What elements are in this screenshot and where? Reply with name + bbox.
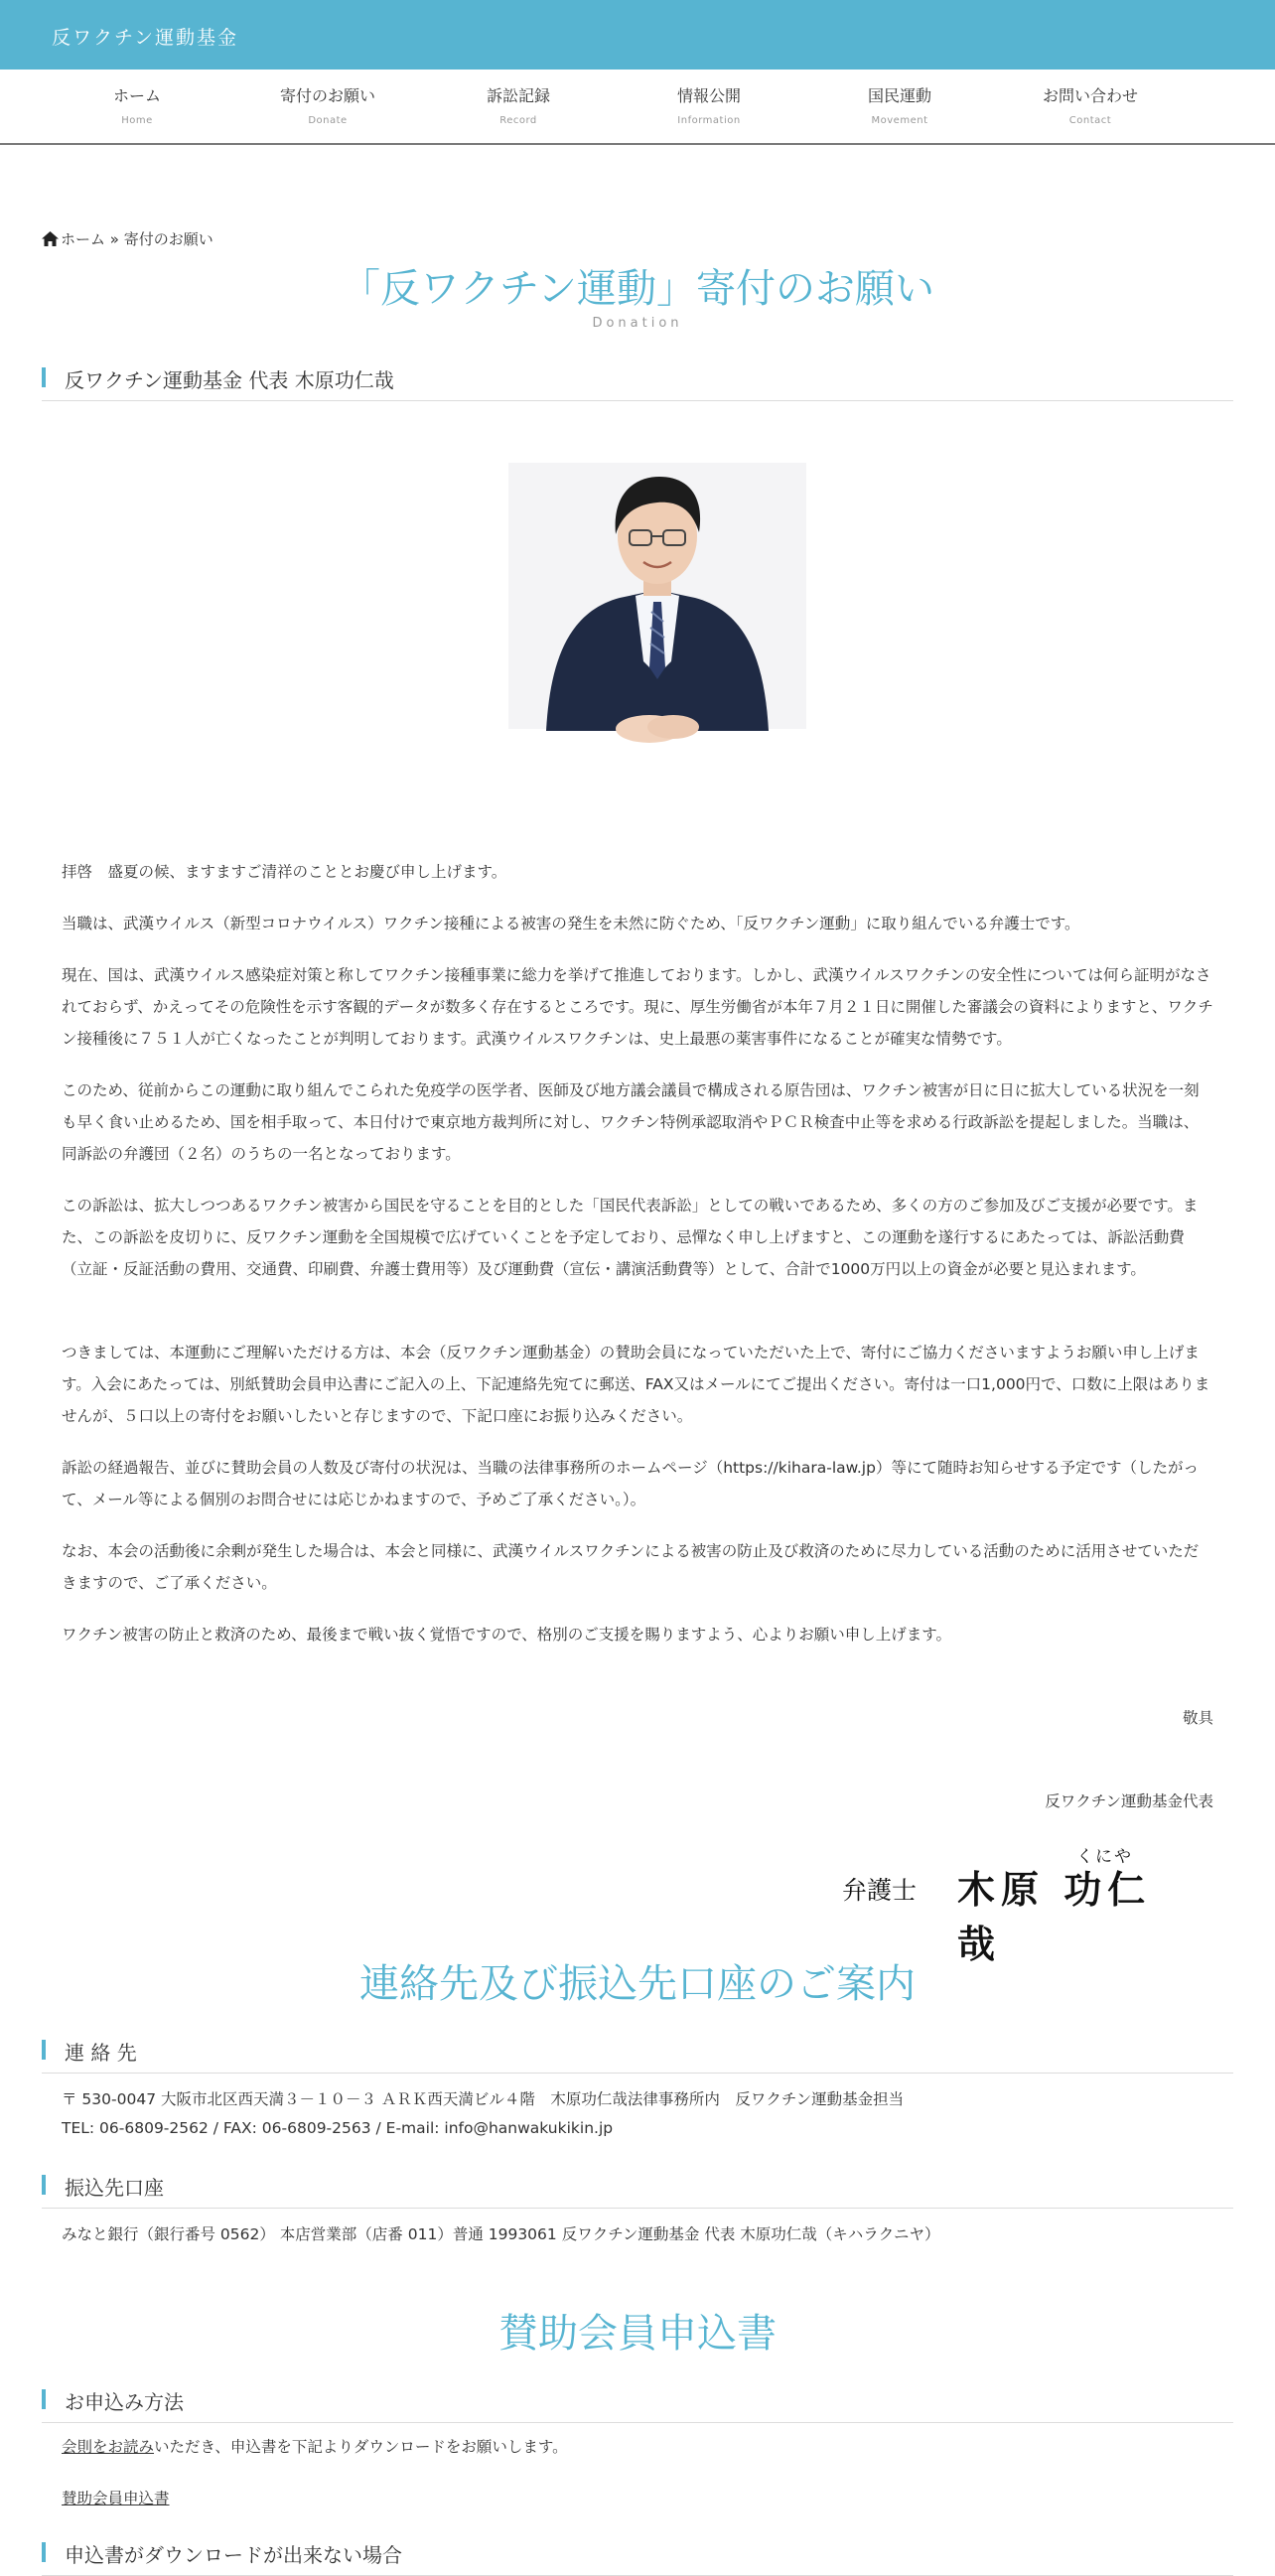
site-title[interactable]: 反ワクチン運動基金	[52, 27, 239, 49]
signature-title: 弁護士	[842, 1876, 918, 1905]
section-heading-representative	[42, 363, 1233, 401]
representative-portrait	[508, 463, 806, 787]
rules-link[interactable]: 会則をお読み	[62, 2438, 155, 2456]
letter-paragraph: つきましては、本運動にご理解いただける方は、本会（反ワクチン運動基金）の賛助会員になっていただいた上で、寄付にご協力くださいますようお願い申し上げます。入会にあたっては、別紙賛助会員申込書にご記入の上、下記連絡先宛てに郵送、FAX又はメールにてご提出ください。寄付は一口1,000円で、口数に上限はありませんが、５口以上の寄付をお願いしたいと存じますので、下記口座にお振り込みください。	[62, 1344, 1210, 1425]
section-heading-text: 申込書がダウンロードが出来ない場合	[65, 2543, 402, 2567]
nav-label: お問い合わせ	[1042, 86, 1138, 105]
contact-address: 〒 530-0047 大阪市北区西天満３－１０－３ ＡＲＫ西天満ビル４階 木原功仁哉法律事務所内 反ワクチン運動基金担当	[62, 2090, 905, 2108]
section-heading-bank	[42, 2171, 1233, 2209]
site-header	[0, 0, 1275, 70]
signature	[842, 1847, 1180, 1966]
page-subtitle: Donation	[592, 316, 683, 331]
letter-paragraph: ワクチン被害の防止と救済のため、最後まで戦い抜く覚悟ですので、格別のご支援を賜りますよう、心よりお願い申し上げます。	[62, 1626, 952, 1644]
heading-accent-bar	[42, 2389, 46, 2409]
section-heading-text: お申込み方法	[65, 2390, 184, 2414]
letter-paragraph: この訴訟は、拡大しつつあるワクチン被害から国民を守ることを目的とした「国民代表訴訟」としての戦いであるため、多くの方のご参加及びご支援が必要です。また、この訴訟を皮切りに、反ワクチン運動を全国規模で広げていくことを予定しており、忌憚なく申し上げますと、この運動を遂行するにあたっては、訴訟活動費（立証・反証活動の費用、交通費、印刷費、弁護士費用等）及び運動費（宣伝・講演活動費等）として、合計で1000万円以上の資金が必要と見込まれます。	[62, 1197, 1199, 1278]
section-heading-method	[42, 2385, 1233, 2423]
contact-phones: TEL: 06-6809-2562 / FAX: 06-6809-2563 / E-mail: info@hanwakukikin.jp	[62, 2119, 614, 2137]
page-title: 「反ワクチン運動」寄付のお願い	[341, 266, 934, 312]
heading-accent-bar	[42, 2175, 46, 2195]
signature-name: 木原 功仁哉	[957, 1867, 1152, 1966]
main-nav	[0, 70, 1275, 145]
letter-closing: 敬具	[1182, 1709, 1213, 1727]
section-heading-contact	[42, 2036, 1233, 2074]
section-heading-text: 連 絡 先	[65, 2041, 137, 2065]
breadcrumb-current: 寄付のお願い	[123, 230, 213, 248]
signer-organization: 反ワクチン運動基金代表	[1045, 1792, 1213, 1810]
section-heading-download-fallback	[42, 2538, 1233, 2576]
nav-item-donate[interactable]	[248, 83, 407, 126]
nav-label: ホーム	[112, 86, 161, 105]
letter-paragraph: なお、本会の活動後に余剰が発生した場合は、本会と同様に、武漢ウイルスワクチンによる被害の防止及び救済のために尽力している活動のために活用させていただきますので、ご了承ください。	[62, 1542, 1200, 1592]
contact-section-title: 連絡先及び振込先口座のご案内	[359, 1961, 916, 2007]
section-heading-text: 反ワクチン運動基金 代表 木原功仁哉	[65, 368, 394, 392]
letter-paragraph: 現在、国は、武漢ウイルス感染症対策と称してワクチン接種事業に総力を挙げて推進しております。しかし、武漢ウイルスワクチンの安全性については何ら証明がなされておらず、かえってその危険性を示す客観的データが数多く存在するところです。現に、厚生労働省が本年７月２１日に開催した審議会の資料によりますと、ワクチン接種後に７５１人が亡くなったことが判明しております。武漢ウイルスワクチンは、史上最悪の薬害事件になることが確実な情勢です。	[62, 966, 1213, 1048]
nav-item-record[interactable]	[439, 83, 598, 126]
home-icon[interactable]	[42, 231, 59, 250]
signature-ruby: くにや	[1076, 1847, 1133, 1867]
application-method-text: いただき、申込書を下記よりダウンロードをお願いします。	[154, 2438, 568, 2456]
heading-accent-bar	[42, 2040, 46, 2060]
nav-item-movement[interactable]	[820, 83, 979, 126]
letter-paragraph: 当職は、武漢ウイルス（新型コロナウイルス）ワクチン接種による被害の発生を未然に防ぐため、「反ワクチン運動」に取り組んでいる弁護士です。	[62, 915, 1080, 932]
nav-sublabel: Contact	[1068, 115, 1112, 126]
nav-label: 訴訟記録	[486, 86, 550, 105]
nav-sublabel: Information	[677, 115, 741, 126]
application-method-line	[62, 2435, 568, 2457]
letter-paragraph: 訴訟の経過報告、並びに賛助会員の人数及び寄付の状況は、当職の法律事務所のホームページ（https://kihara-law.jp）等にて随時お知らせする予定です（したがって、メール等による個別のお問合せには応じかねますので、予めご了承ください。）。	[62, 1459, 1199, 1508]
heading-accent-bar	[42, 2542, 46, 2562]
application-section-title: 賛助会員申込書	[498, 2311, 777, 2357]
application-form-link[interactable]: 賛助会員申込書	[62, 2490, 170, 2507]
nav-item-contact[interactable]	[1011, 83, 1170, 126]
nav-label: 寄付のお願い	[279, 86, 375, 105]
breadcrumb-separator: »	[109, 230, 119, 248]
nav-sublabel: Home	[121, 115, 153, 126]
application-form-line	[62, 2487, 170, 2508]
letter-paragraph: 拝啓 盛夏の候、ますますご清祥のこととお慶び申し上げます。	[62, 863, 507, 881]
nav-sublabel: Donate	[308, 115, 348, 126]
nav-item-home[interactable]	[58, 83, 216, 126]
bank-account: みなと銀行（銀行番号 0562） 本店営業部（店番 011）普通 1993061 反ワクチン運動基金 代表 木原功仁哉（キハラクニヤ）	[62, 2225, 940, 2243]
heading-accent-bar	[42, 367, 46, 387]
nav-label: 情報公開	[676, 86, 741, 105]
breadcrumb	[42, 228, 213, 250]
nav-item-information[interactable]	[630, 83, 788, 126]
nav-sublabel: Movement	[871, 115, 928, 126]
letter-paragraph: このため、従前からこの運動に取り組んでこられた免疫学の医学者、医師及び地方議会議員で構成される原告団は、ワクチン被害が日に日に拡大している状況を一刻も早く食い止めるため、国を相手取って、本日付けで東京地方裁判所に対し、ワクチン特例承認取消やＰＣＲ検査中止等を求める行政訴訟を提起しました。当職は、同訴訟の弁護団（２名）のうちの一名となっております。	[62, 1081, 1200, 1163]
breadcrumb-home-link[interactable]: ホーム	[61, 230, 106, 248]
nav-label: 国民運動	[867, 86, 931, 105]
nav-sublabel: Record	[499, 115, 537, 126]
section-heading-text: 振込先口座	[65, 2176, 164, 2200]
